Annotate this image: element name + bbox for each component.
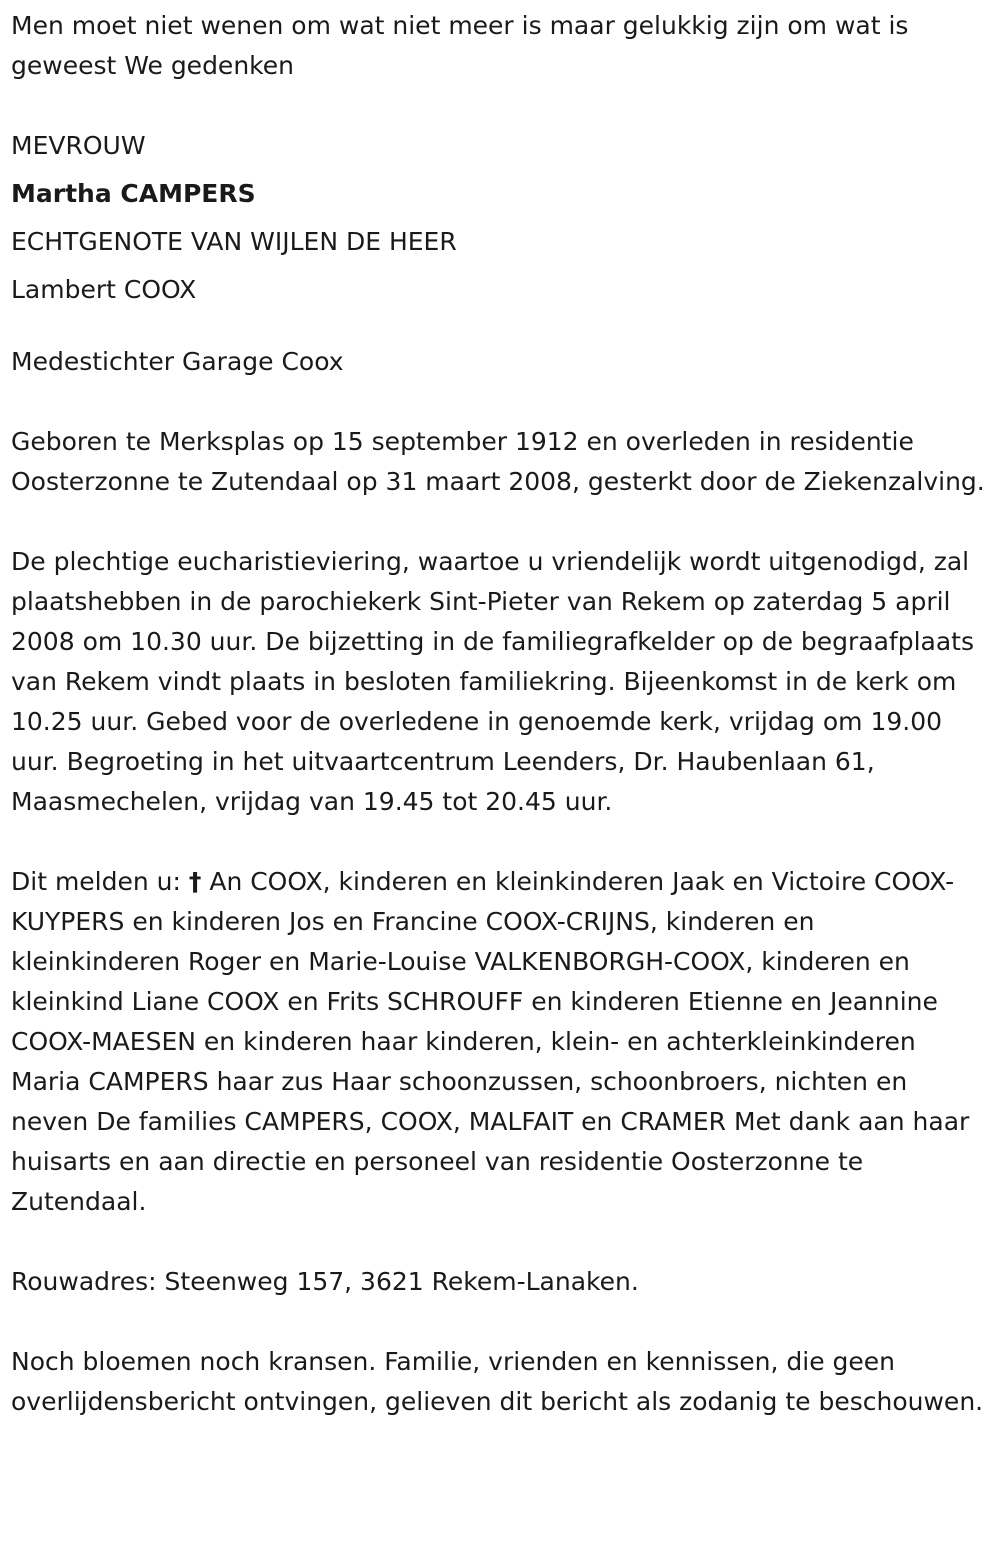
announcement-text: An COOX, kinderen en kleinkinderen Jaak en Victoire COOX-KUYPERS en kinderen Jos en Francine COOX-CRIJNS, kinderen en kleinkinderen Roger en Marie-Louise VALKENBORGH-COOX, kinderen en kleinkind Liane COOX en Frits SCHROUFF en kinderen Etienne en Jeannine COOX-MAESEN en kinderen haar kinderen, klein- en achterkleinkinderen Maria CAMPERS haar zus Haar schoonzussen, schoonbroers, nichten en neven De families CAMPERS, COOX, MALFAIT en CRAMER Met dank aan haar huisarts en aan directie en personeel van residentie Oosterzonne te Zutendaal. xyxy=(11,867,970,1216)
deceased-heading-block xyxy=(11,126,988,310)
announcement-paragraph xyxy=(11,862,988,1222)
birth-death-paragraph: Geboren te Merksplas op 15 september 1912 en overleden in residentie Oosterzonne te Zutendaal op 31 maart 2008, gesterkt door de Ziekenzalving. xyxy=(11,427,985,496)
role-paragraph: Medestichter Garage Coox xyxy=(11,347,344,376)
ceremony-paragraph: De plechtige eucharistieviering, waartoe u vriendelijk wordt uitgenodigd, zal plaatshebben in de parochiekerk Sint-Pieter van Rekem op zaterdag 5 april 2008 om 10.30 uur. De bijzetting in de familiegrafkelder op de begraafplaats van Rekem vindt plaats in besloten familiekring. Bijeenkomst in de kerk om 10.25 uur. Gebed voor de overledene in genoemde kerk, vrijdag om 19.00 uur. Begroeting in het uitvaartcentrum Leenders, Dr. Haubenlaan 61, Maasmechelen, vrijdag van 19.45 tot 20.45 uur. xyxy=(11,547,975,816)
cross-icon: † xyxy=(188,867,202,896)
address-paragraph: Rouwadres: Steenweg 157, 3621 Rekem-Lanaken. xyxy=(11,1267,639,1296)
honorific-title: MEVROUW xyxy=(11,131,146,160)
relation-label: ECHTGENOTE VAN WIJLEN DE HEER xyxy=(11,227,457,256)
announcement-prefix: Dit melden u: xyxy=(11,867,189,896)
spouse-name: Lambert COOX xyxy=(11,275,197,304)
quote-paragraph: Men moet niet wenen om wat niet meer is maar gelukkig zijn om wat is geweest We gedenken xyxy=(11,11,909,80)
deceased-name: Martha CAMPERS xyxy=(11,179,256,208)
closing-paragraph: Noch bloemen noch kransen. Familie, vrienden en kennissen, die geen overlijdensbericht ontvingen, gelieven dit bericht als zodanig te beschouwen. xyxy=(11,1347,984,1416)
